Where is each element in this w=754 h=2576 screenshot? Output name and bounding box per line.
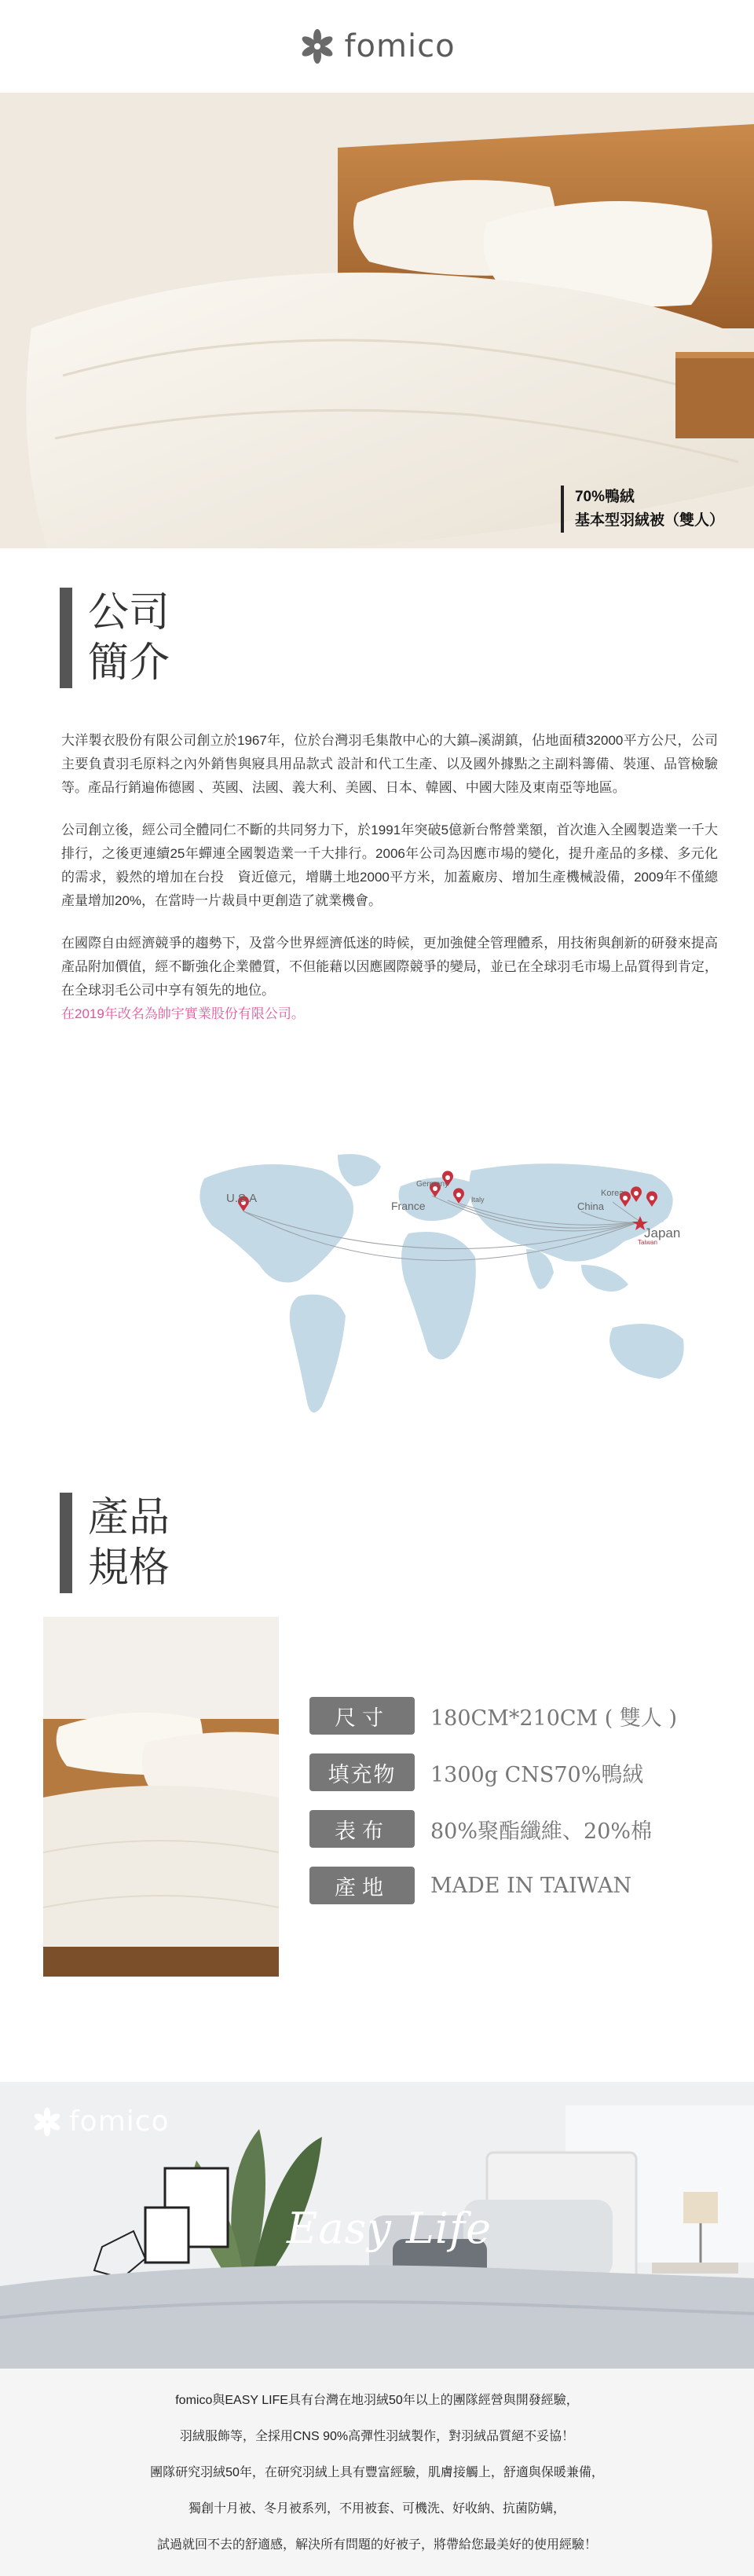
brand-logo[interactable] <box>298 27 455 65</box>
flower-logo-icon <box>31 2106 63 2138</box>
label-korea: Korea <box>601 1189 624 1198</box>
label-germany: Germany <box>416 1180 449 1189</box>
description-line: 羽絨服飾等，全採用CNS 90%高彈性羽絨製作，對羽絨品質絕不妥協！ <box>179 2430 575 2443</box>
about-paragraph: 大洋製衣股份有限公司創立於1967年，位於台灣羽毛集散中心的大鎮–溪湖鎮，佔地面積32000平方公尺，公司主要負責羽毛原料之內外銷售與寢具用品款式 設計和代工生產、以及國外據點之主副料籌備、裝運、品管檢驗等。產品行銷遍佈德國 、英國、法國、義大利、美國、日本、韓國、中國大陸及東南亞等地區。 <box>61 733 718 795</box>
description-line: 獨創十月被、冬月被系列，不用被套、可機洗、好收納、抗菌防螨， <box>188 2502 566 2516</box>
spec-value: 180CM*210CM ( 雙人 ) <box>430 1706 677 1731</box>
hero-caption <box>561 486 724 533</box>
hero-image <box>0 93 754 548</box>
spec-label: 產地 <box>309 1867 415 1904</box>
about-paragraph: 在國際自由經濟競爭的趨勢下，及當今世界經濟低迷的時候，更加強健全管理體系，用技術與創新的研發來提高產品附加價值，經不斷強化企業體質，不但能藉以因應國際競爭的變局，並已在全球羽毛市場上品質得到肯定，在全球羽毛公司中享有領先的地位。 <box>61 936 718 998</box>
product-title-line2: 規格 <box>88 1545 170 1592</box>
hero-caption-product: 基本型羽絨被（雙人） <box>574 512 724 529</box>
label-usa: U.S.A <box>226 1192 258 1205</box>
logo-text: fomico <box>344 28 456 64</box>
about-title <box>60 588 170 688</box>
easy-life-slogan: Easy Life <box>287 2204 492 2253</box>
label-france: France <box>391 1200 426 1212</box>
about-paragraph: 公司創立後，經公司全體同仁不斷的共同努力下，於1991年突破5億新台幣營業額，首次進入全國製造業一千大排行，之後更連續25年蟬連全國製造業一千大排行。2006年公司為因應市場的變化，提升產品的多樣、多元化的需求，毅然的增加在台投 資近億元，增購土地2000平方米，加蓋廠房、增加生產機械設備，2009年不僅總產量增加20%，在當時一片裁員中更創造了就業機會。 <box>61 823 718 908</box>
spec-table <box>309 1697 734 1923</box>
about-title-line1: 公司 <box>88 589 170 636</box>
spec-label: 尺寸 <box>309 1697 415 1735</box>
bed-photo-illustration <box>43 1617 279 1977</box>
world-map <box>188 1147 723 1446</box>
spec-row-fabric <box>309 1810 734 1848</box>
description-line: fomico與EASY LIFE具有台灣在地羽絨50年以上的團隊經營與開發經驗， <box>175 2394 579 2407</box>
about-title-line2: 簡介 <box>88 639 170 687</box>
banner-logo[interactable] <box>31 2105 170 2138</box>
bedroom-illustration <box>0 93 754 548</box>
flower-logo-icon <box>298 27 336 65</box>
label-italy: Italy <box>471 1196 485 1204</box>
spec-value: 1300g CNS70%鴨絨 <box>430 1762 644 1787</box>
product-image <box>43 1617 279 1977</box>
spec-row-origin <box>309 1867 734 1904</box>
spec-label: 填充物 <box>309 1753 415 1791</box>
header <box>0 0 754 93</box>
title-bar <box>60 1493 72 1593</box>
banner-logo-text: fomico <box>69 2105 170 2138</box>
spec-value: 80%聚酯纖維、20%棉 <box>430 1819 653 1844</box>
description-line: 試過就回不去的舒適感，解決所有問題的好被子，將帶給您最美好的使用經驗！ <box>156 2538 597 2552</box>
label-china: China <box>577 1200 604 1212</box>
spec-label: 表布 <box>309 1810 415 1848</box>
product-title-line1: 產品 <box>88 1494 170 1541</box>
spec-value: MADE IN TAIWAN <box>430 1873 632 1898</box>
description-line: 團隊研究羽絨50年，在研究羽絨上具有豐富經驗，肌膚接觸上，舒適與保暖兼備， <box>150 2466 604 2479</box>
spec-row-filling <box>309 1753 734 1791</box>
spec-row-size <box>309 1697 734 1735</box>
label-japan: Japan <box>644 1226 681 1240</box>
title-bar <box>60 588 72 688</box>
about-text <box>61 729 718 1045</box>
hero-caption-material: 70%鴨絨 <box>574 489 635 505</box>
product-title <box>60 1493 170 1593</box>
brand-description <box>0 2369 754 2576</box>
lifestyle-banner <box>0 2082 754 2369</box>
label-taiwan: Taiwan <box>638 1239 657 1246</box>
rename-highlight: 在2019年改名為帥宇實業股份有限公司。 <box>61 1006 305 1021</box>
